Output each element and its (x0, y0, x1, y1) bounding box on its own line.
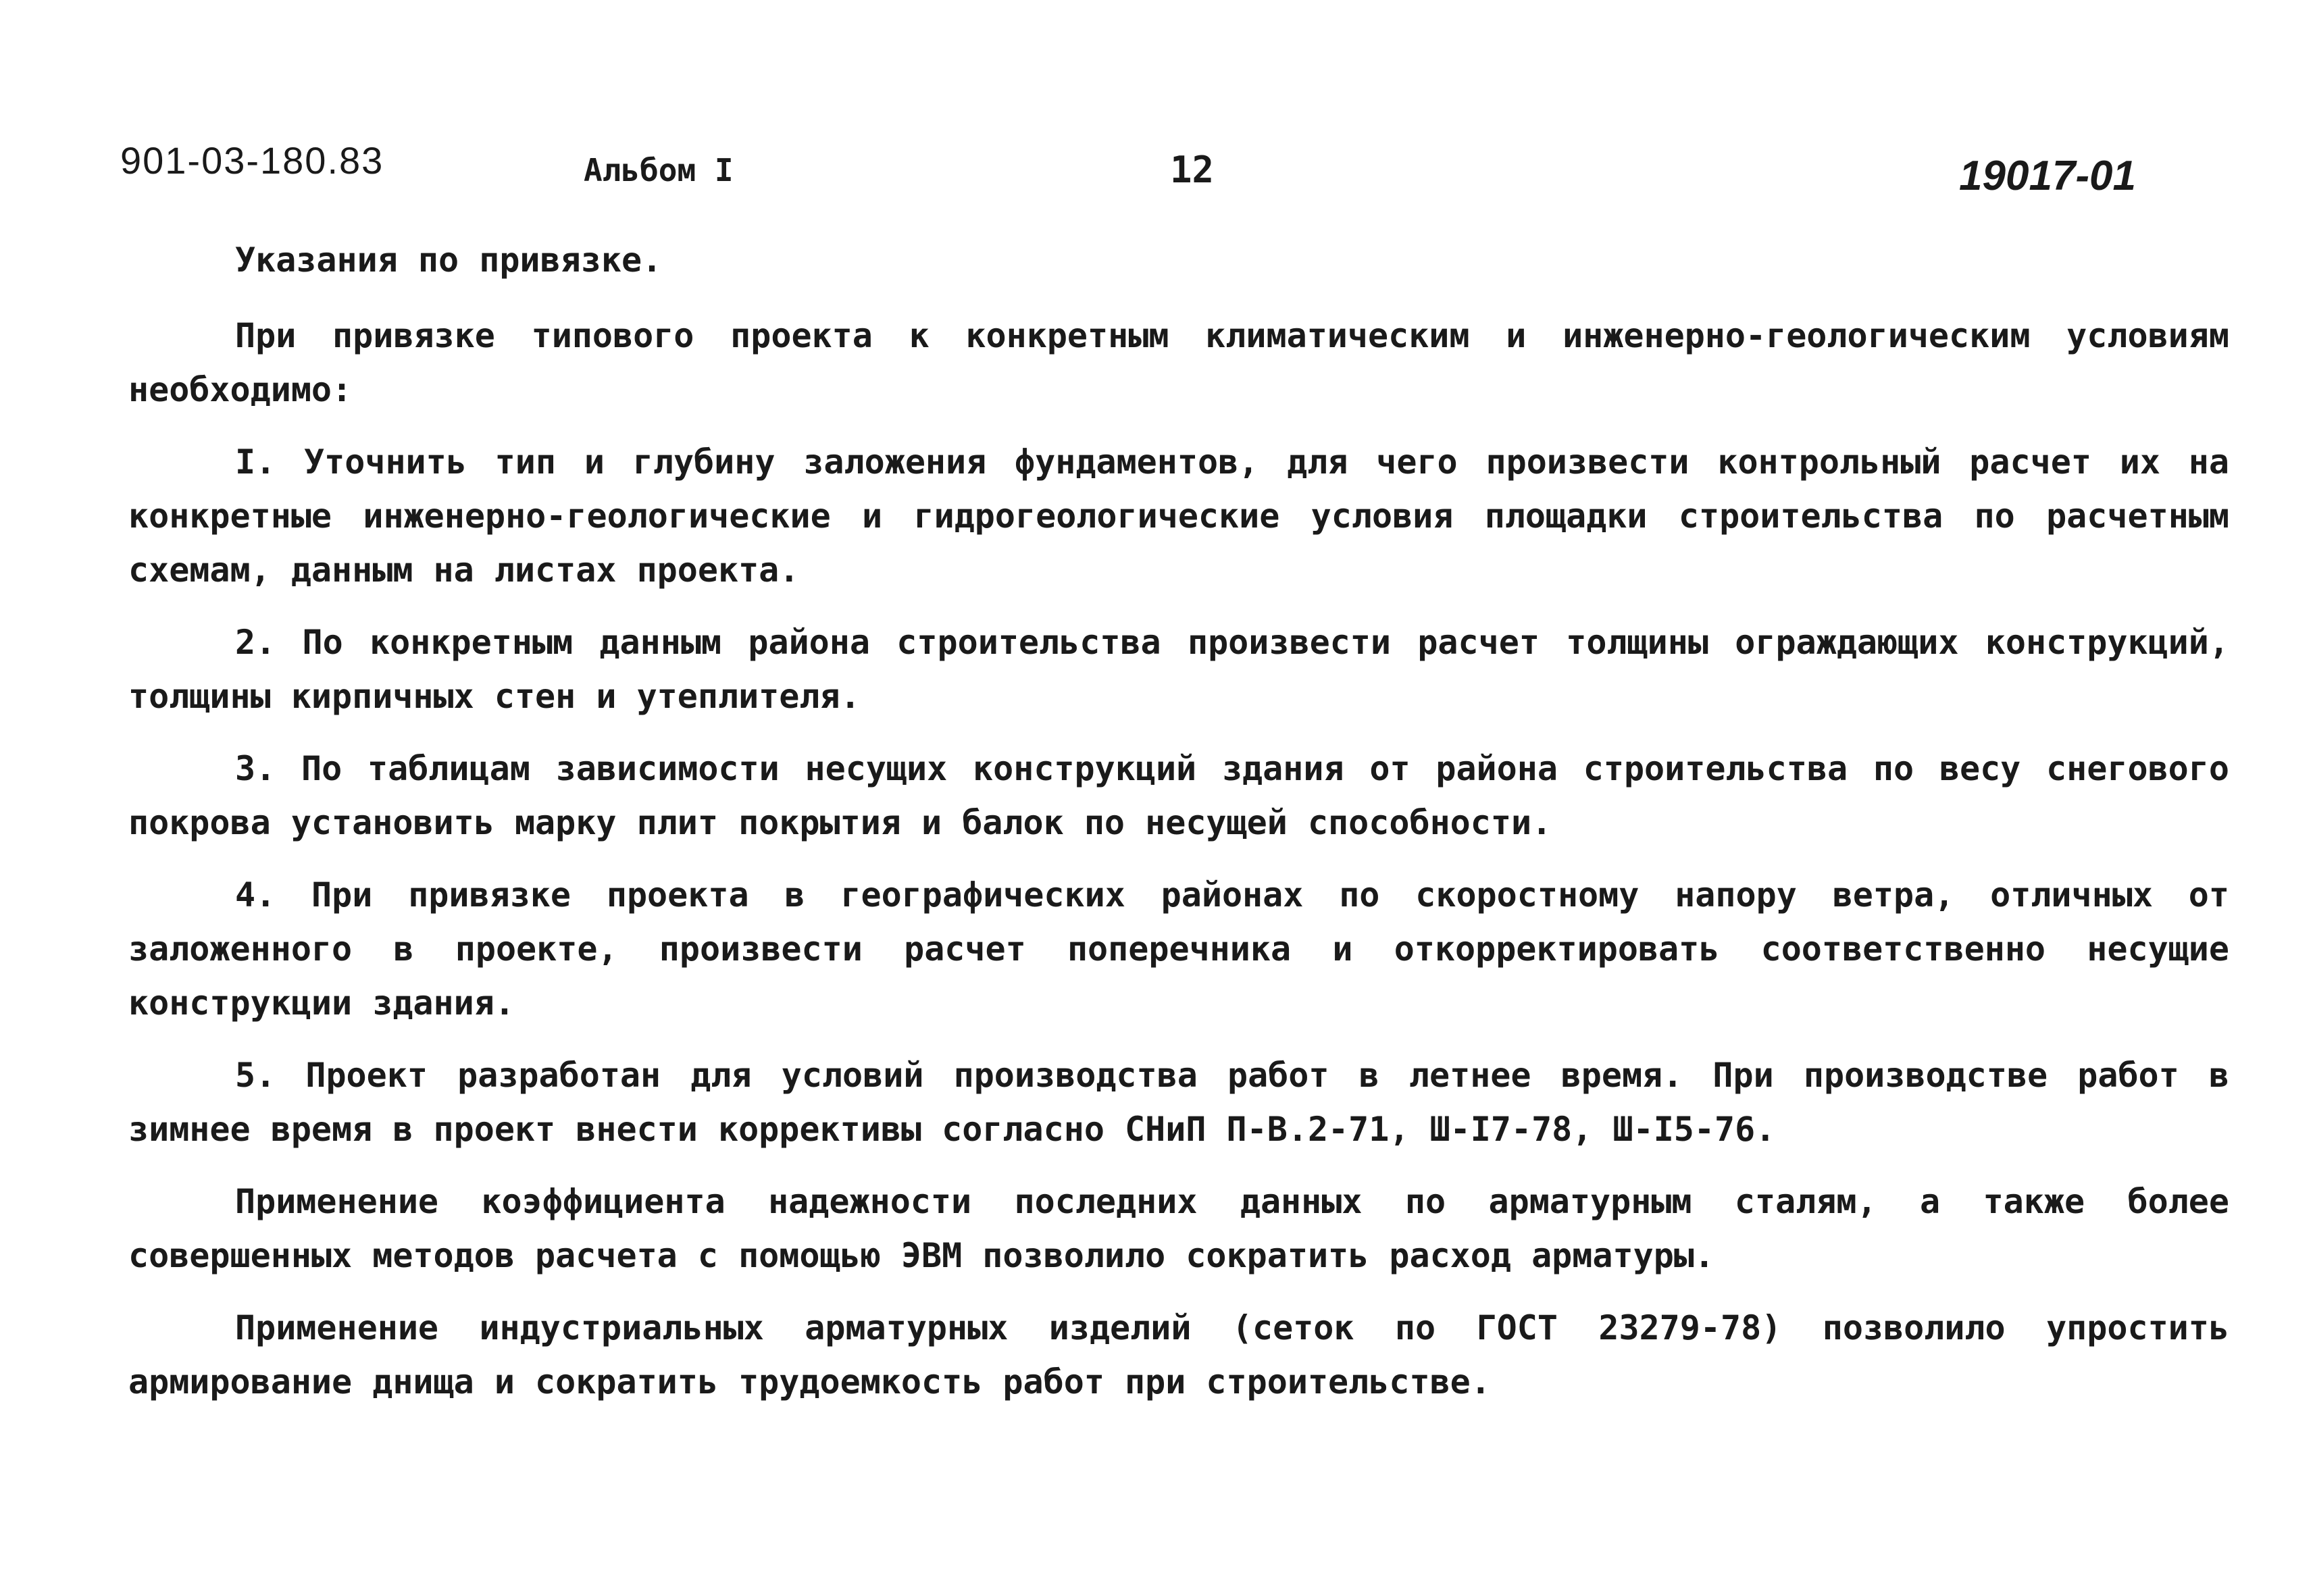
item-3-paragraph: 3. По таблицам зависимости несущих конструкций здания от района строительства по весу снегового покрова установить марку плит покрытия и балок по несущей способности. (128, 749, 2229, 842)
document-body (128, 233, 2229, 1427)
page-number: 12 (1170, 149, 1215, 191)
industrial-products-paragraph: Применение индустриальных арматурных изделий (сеток по ГОСТ 23279-78) позволило упростить армирование днища и сократить трудоемкость работ при строительстве. (128, 1308, 2229, 1401)
item-2-paragraph: 2. По конкретным данным района строительства произвести расчет толщины ограждающих конструкций, толщины кирпичных стен и утеплителя. (128, 623, 2229, 716)
inventory-number: 19017-01 (1959, 153, 2137, 199)
document-code: 901-03-180.83 (120, 139, 384, 182)
section-title: Указания по привязке. (235, 240, 663, 280)
item-5-paragraph: 5. Проект разработан для условий производства работ в летнее время. При производстве работ в зимнее время в проект внести коррективы согласно СНиП П-В.2-71, Ш-I7-78, Ш-I5-76. (128, 1056, 2229, 1149)
album-label: Альбом I (584, 152, 734, 188)
reinforcement-paragraph: Применение коэффициента надежности последних данных по арматурным сталям, а также более совершенных методов расчета с помощью ЭВМ позволило сократить расход арматуры. (128, 1182, 2229, 1275)
intro-paragraph: При привязке типового проекта к конкретным климатическим и инженерно-геологическим условиям необходимо: (128, 316, 2229, 409)
item-1-paragraph: I. Уточнить тип и глубину заложения фундаментов, для чего произвести контрольный расчет их на конкретные инженерно-геологические и гидрогеологические условия площадки строительства по расчетным схемам, данным на листах проекта. (128, 442, 2229, 590)
item-4-paragraph: 4. При привязке проекта в географических районах по скоростному напору ветра, отличных от заложенного в проекте, произвести расчет поперечника и откорректировать соответственно несущие конструкции здания. (128, 875, 2229, 1023)
